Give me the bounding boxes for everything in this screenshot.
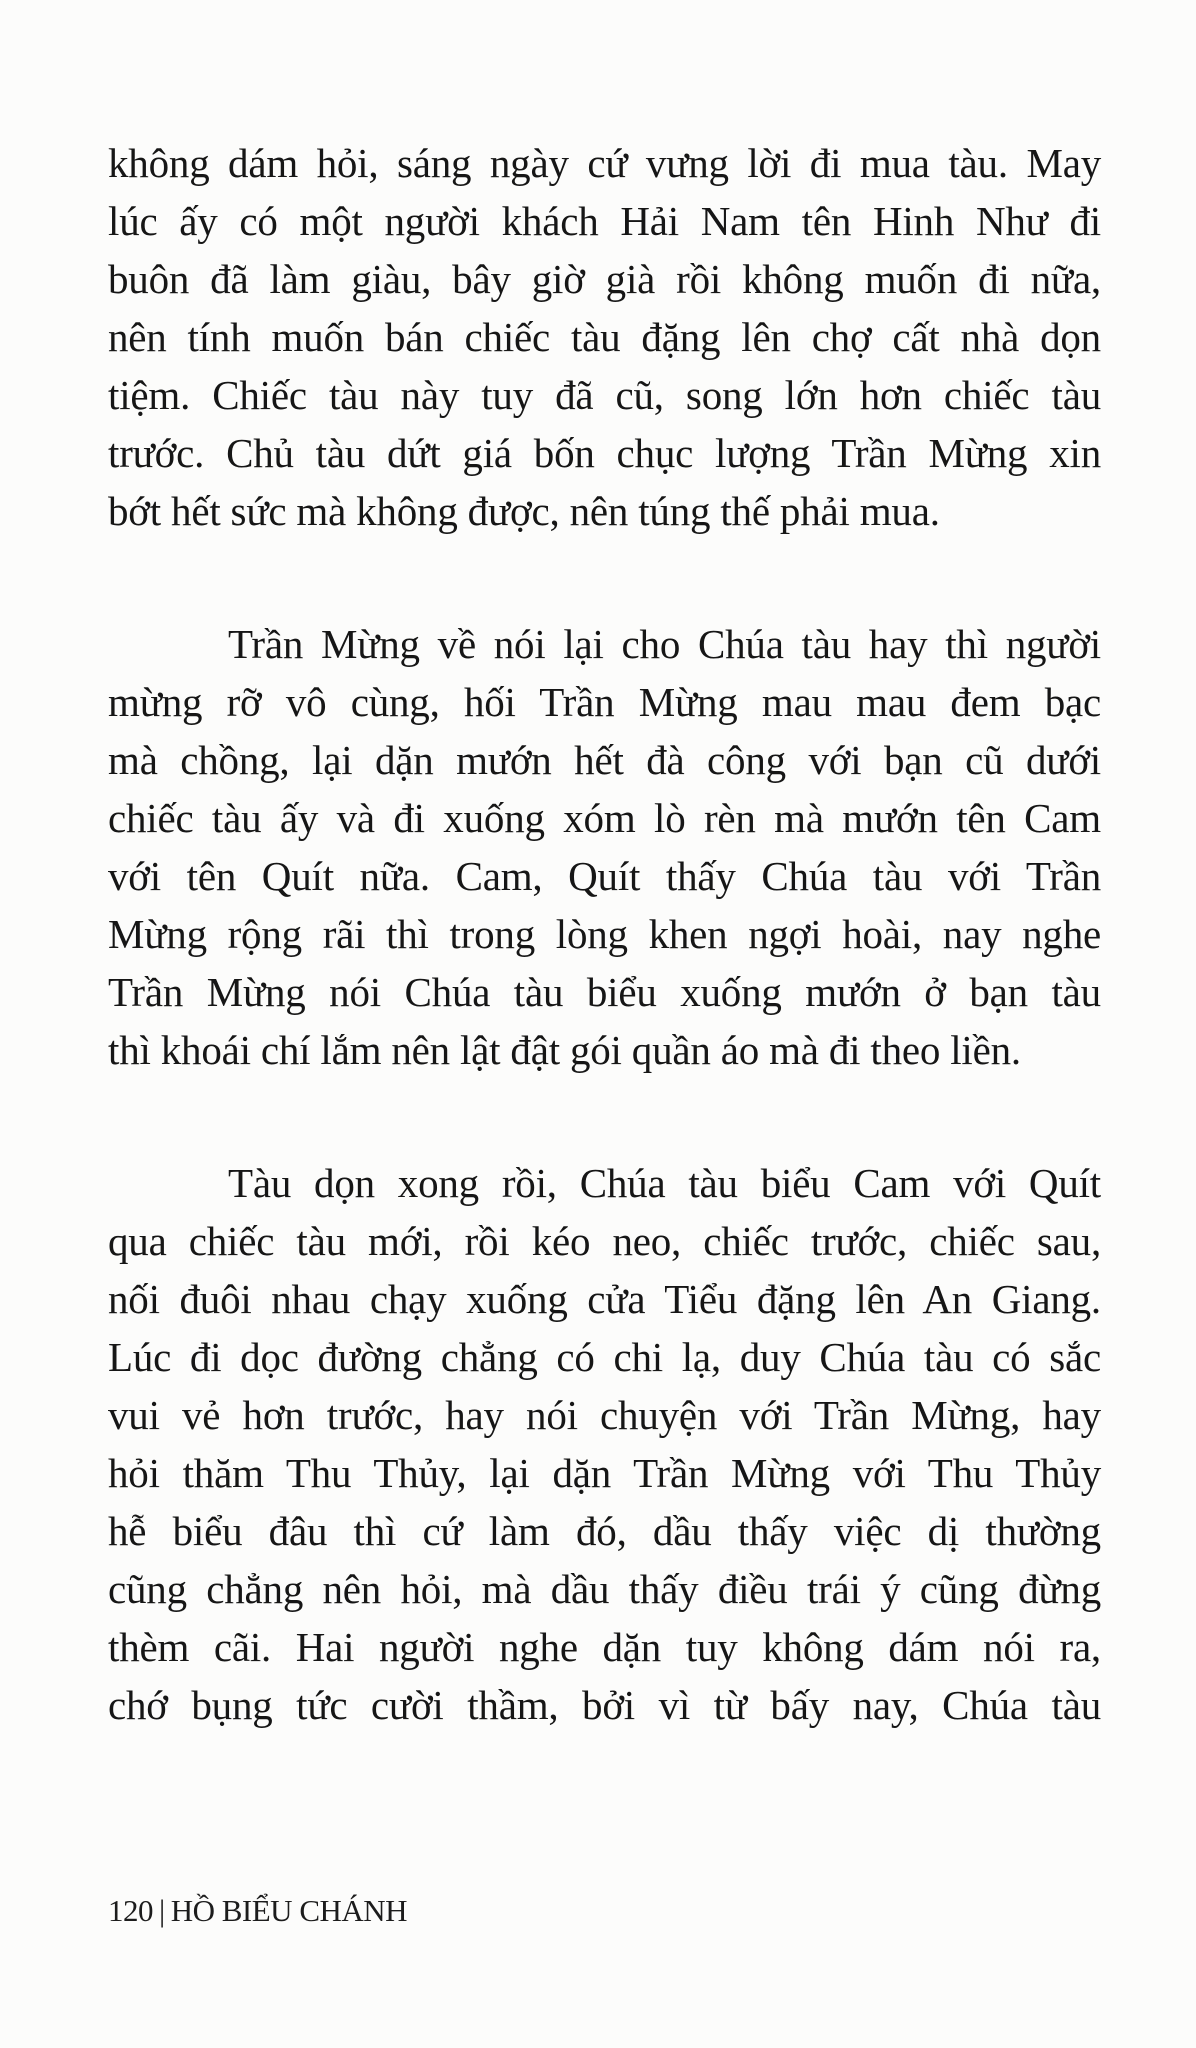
text-line: tiệm. Chiếc tàu này tuy đã cũ, song lớn hơn chiếc tàu	[108, 372, 1101, 418]
text-line: Mừng rộng rãi thì trong lòng khen ngợi hoài, nay nghe	[108, 911, 1101, 957]
text-line: lúc ấy có một người khách Hải Nam tên Hinh Như đi	[108, 198, 1101, 244]
text-line: Lúc đi dọc đường chẳng có chi lạ, duy Chúa tàu có sắc	[108, 1334, 1101, 1380]
text-line: với tên Quít nữa. Cam, Quít thấy Chúa tàu với Trần	[108, 853, 1101, 899]
paragraph	[108, 615, 1101, 1079]
text-line: hễ biểu đâu thì cứ làm đó, dầu thấy việc dị thường	[108, 1508, 1101, 1554]
text-line: qua chiếc tàu mới, rồi kéo neo, chiếc trước, chiếc sau,	[108, 1218, 1101, 1264]
author-name: HỒ BIỂU CHÁNH	[170, 1893, 408, 1928]
text-line: nối đuôi nhau chạy xuống cửa Tiểu đặng lên An Giang.	[108, 1276, 1101, 1322]
text-line: bớt hết sức mà không được, nên túng thế phải mua.	[108, 488, 940, 534]
paragraph	[108, 134, 1101, 540]
page-footer	[108, 1893, 407, 1929]
text-line: thì khoái chí lắm nên lật đật gói quần áo mà đi theo liền.	[108, 1027, 1021, 1073]
text-line: Trần Mừng về nói lại cho Chúa tàu hay thì người	[228, 621, 1101, 667]
text-line: thèm cãi. Hai người nghe dặn tuy không dám nói ra,	[108, 1624, 1101, 1670]
footer-separator: |	[159, 1893, 165, 1928]
page-number: 120	[108, 1893, 153, 1928]
text-line: chiếc tàu ấy và đi xuống xóm lò rèn mà mướn tên Cam	[108, 795, 1101, 841]
text-line: buôn đã làm giàu, bây giờ già rồi không muốn đi nữa,	[108, 256, 1101, 302]
body-text	[108, 134, 1101, 1809]
text-line: không dám hỏi, sáng ngày cứ vưng lời đi mua tàu. May	[108, 140, 1101, 186]
text-line: hỏi thăm Thu Thủy, lại dặn Trần Mừng với Thu Thủy	[108, 1450, 1101, 1496]
text-line: Tàu dọn xong rồi, Chúa tàu biểu Cam với Quít	[228, 1160, 1101, 1206]
text-line: mừng rỡ vô cùng, hối Trần Mừng mau mau đem bạc	[108, 679, 1101, 725]
text-line: mà chồng, lại dặn mướn hết đà công với bạn cũ dưới	[108, 737, 1101, 783]
text-line: nên tính muốn bán chiếc tàu đặng lên chợ cất nhà dọn	[108, 314, 1101, 360]
paragraph	[108, 1154, 1101, 1734]
text-line: trước. Chủ tàu dứt giá bốn chục lượng Trần Mừng xin	[108, 430, 1101, 476]
text-line: cũng chẳng nên hỏi, mà dầu thấy điều trái ý cũng đừng	[108, 1566, 1101, 1612]
text-line: vui vẻ hơn trước, hay nói chuyện với Trần Mừng, hay	[108, 1392, 1101, 1438]
text-line: chớ bụng tức cười thầm, bởi vì từ bấy nay, Chúa tàu	[108, 1682, 1101, 1728]
text-line: Trần Mừng nói Chúa tàu biểu xuống mướn ở bạn tàu	[108, 969, 1101, 1015]
